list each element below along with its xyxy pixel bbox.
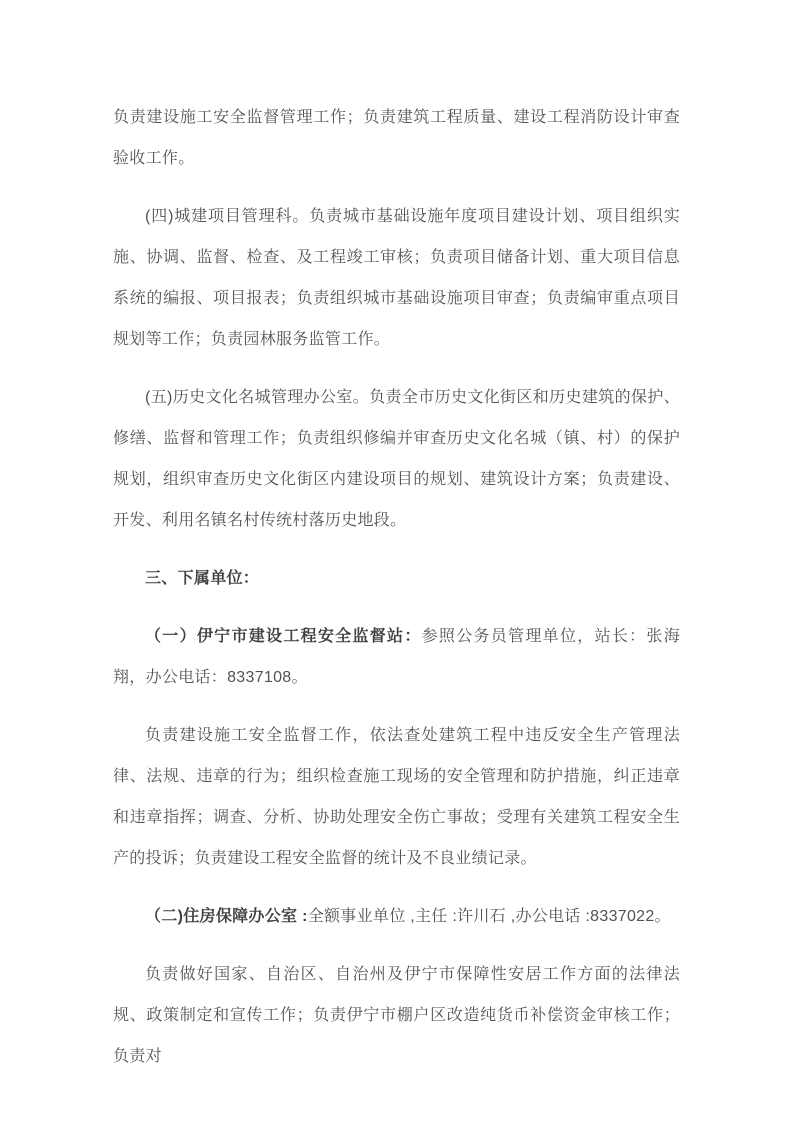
paragraph-text: (五)历史文化名城管理办公室。负责全市历史文化街区和历史建筑的保护、修缮、监督和管理工作；负责组织修编并审查历史文化名城（镇、村）的保护规划，组织审查历史文化街区内建设项目的规划、建筑设计方案；负责建设、开发、利用名镇名村传统村落历史地段。	[113, 389, 680, 529]
paragraph	[113, 97, 680, 179]
paragraph-bold-text: （一）伊宁市建设工程安全监督站：	[145, 628, 422, 645]
paragraph-text: 负责建设施工安全监督工作，依法查处建筑工程中违反安全生产管理法律、法规、违章的行为；组织检查施工现场的安全管理和防护措施，纠正违章和违章指挥；调查、分析、协助处理安全伤亡事故；受理有关建筑工程安全生产的投诉；负责建设工程安全监督的统计及不良业绩记录。	[113, 727, 680, 867]
paragraph-text: (四)城建项目管理科。负责城市基础设施年度项目建设计划、项目组织实施、协调、监督、检查、及工程竣工审核；负责项目储备计划、重大项目信息系统的编报、项目报表；负责组织城市基础设施项目审查；负责编审重点项目规划等工作；负责园林服务监管工作。	[113, 208, 680, 348]
paragraph-text: 负责做好国家、自治区、自治州及伊宁市保障性安居工作方面的法律法规、政策制定和宣传工作；负责伊宁市棚户区改造纯货币补偿资金审核工作；负责对	[113, 966, 680, 1065]
paragraph	[113, 377, 680, 541]
paragraph-text: 参照公务员管理单位，站长：张海翔，办公电话：8337108。	[113, 628, 680, 686]
paragraph	[113, 954, 680, 1077]
paragraph	[113, 196, 680, 360]
paragraph-bold-text: 三、下属单位：	[145, 570, 260, 587]
paragraph-text: 负责建设施工安全监督管理工作；负责建筑工程质量、建设工程消防设计审查验收工作。	[113, 109, 680, 167]
paragraph	[113, 558, 680, 599]
paragraph-text: 全额事业单位 ,主任 :许川石 ,办公电话 :8337022。	[307, 908, 671, 925]
paragraph	[113, 616, 680, 698]
paragraph	[113, 896, 680, 937]
paragraph	[113, 715, 680, 879]
document-body	[113, 97, 680, 1077]
paragraph-bold-text: （二)住房保障办公室 :	[145, 908, 308, 925]
